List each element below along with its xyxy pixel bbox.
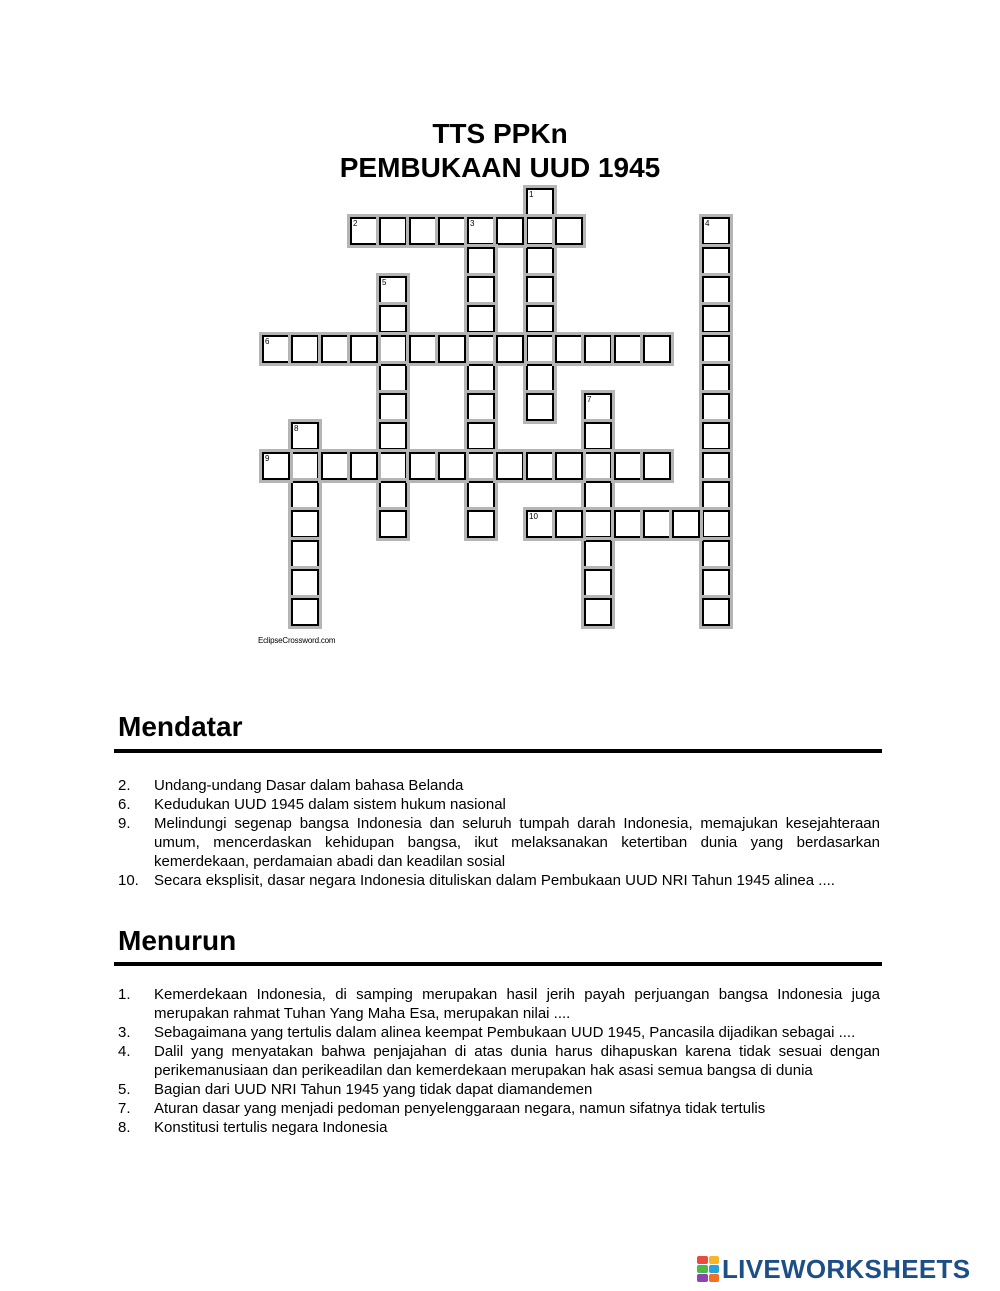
clue-number: 6. bbox=[118, 796, 131, 813]
crossword-cell[interactable] bbox=[379, 510, 407, 538]
crossword-cell[interactable] bbox=[291, 481, 319, 509]
crossword-cell[interactable] bbox=[672, 510, 700, 538]
crossword-cell[interactable] bbox=[584, 452, 612, 480]
crossword-cell[interactable] bbox=[584, 393, 612, 421]
crossword-cell[interactable] bbox=[379, 393, 407, 421]
crossword-cell[interactable] bbox=[291, 452, 319, 480]
logo-square bbox=[697, 1274, 708, 1282]
crossword-cell[interactable] bbox=[702, 305, 730, 333]
crossword-cell[interactable] bbox=[438, 217, 466, 245]
down-heading: Menurun bbox=[118, 925, 237, 956]
crossword-cell[interactable] bbox=[409, 217, 437, 245]
clue-text: Aturan dasar yang menjadi pedoman penyelenggaraan negara, namun sifatnya tidak tertulis bbox=[154, 1100, 766, 1117]
crossword-cell[interactable] bbox=[467, 217, 495, 245]
clue-text: Sebagaimana yang tertulis dalam alinea keempat Pembukaan UUD 1945, Pancasila dijadikan sebagai .... bbox=[154, 1024, 856, 1041]
clue-text: Secara eksplisit, dasar negara Indonesia dituliskan dalam Pembukaan UUD NRI Tahun 1945 alinea .... bbox=[154, 872, 835, 889]
crossword-cell[interactable] bbox=[584, 510, 612, 538]
down-clue bbox=[118, 1080, 880, 1099]
crossword-cell[interactable] bbox=[496, 452, 524, 480]
crossword-cell[interactable] bbox=[262, 335, 290, 363]
crossword-cell[interactable] bbox=[438, 335, 466, 363]
crossword-cell[interactable] bbox=[555, 335, 583, 363]
crossword-cell[interactable] bbox=[643, 510, 671, 538]
crossword-cell[interactable] bbox=[526, 393, 554, 421]
clue-text: Dalil yang menyatakan bahwa penjajahan di atas dunia harus dihapuskan karena tidak sesuai dengan perikemanusiaan dan perikeadilan dan kemerdekaan merupakan hak asasi semua bangsa di dunia bbox=[154, 1043, 880, 1079]
crossword-cell[interactable] bbox=[467, 364, 495, 392]
crossword-cell[interactable] bbox=[614, 510, 642, 538]
crossword-cell[interactable] bbox=[350, 452, 378, 480]
crossword-cell[interactable] bbox=[643, 452, 671, 480]
crossword-cell[interactable] bbox=[467, 247, 495, 275]
crossword-cell[interactable] bbox=[291, 569, 319, 597]
crossword-cell[interactable] bbox=[584, 422, 612, 450]
crossword-cell[interactable] bbox=[379, 335, 407, 363]
clue-text: Konstitusi tertulis negara Indonesia bbox=[154, 1119, 388, 1136]
clue-text: Kedudukan UUD 1945 dalam sistem hukum nasional bbox=[154, 796, 506, 813]
down-clue bbox=[118, 985, 880, 1023]
worksheet-subtitle: PEMBUKAAN UUD 1945 bbox=[339, 152, 661, 183]
crossword-cell[interactable] bbox=[526, 335, 554, 363]
crossword-cell[interactable] bbox=[526, 305, 554, 333]
crossword-cell[interactable] bbox=[379, 364, 407, 392]
crossword-cell[interactable] bbox=[467, 510, 495, 538]
clue-number: 10. bbox=[118, 872, 139, 889]
logo-square bbox=[709, 1256, 720, 1264]
worksheet-title: TTS PPKn bbox=[432, 118, 568, 149]
down-clue-list bbox=[118, 985, 880, 1137]
crossword-cell[interactable] bbox=[467, 452, 495, 480]
crossword-cell[interactable] bbox=[584, 540, 612, 568]
liveworksheets-logo[interactable] bbox=[697, 1254, 970, 1284]
crossword-credit: EclipseCrossword.com bbox=[258, 636, 336, 645]
cell-number: 5 bbox=[382, 278, 387, 287]
crossword-cell[interactable] bbox=[702, 393, 730, 421]
across-heading: Mendatar bbox=[118, 711, 243, 742]
cell-number: 7 bbox=[587, 395, 592, 404]
down-clue bbox=[118, 1023, 880, 1042]
crossword-cell[interactable] bbox=[409, 452, 437, 480]
crossword-cell[interactable] bbox=[702, 217, 730, 245]
crossword-cell[interactable] bbox=[291, 335, 319, 363]
cell-number: 9 bbox=[265, 454, 270, 463]
crossword-cell[interactable] bbox=[291, 598, 319, 626]
cell-number: 6 bbox=[265, 337, 270, 346]
clue-text: Bagian dari UUD NRI Tahun 1945 yang tidak dapat diamandemen bbox=[154, 1081, 593, 1098]
crossword-cell[interactable] bbox=[526, 510, 554, 538]
cell-number: 8 bbox=[294, 424, 299, 433]
crossword-cell[interactable] bbox=[291, 510, 319, 538]
crossword-cell[interactable] bbox=[291, 540, 319, 568]
crossword-cell[interactable] bbox=[702, 247, 730, 275]
crossword-cell[interactable] bbox=[702, 452, 730, 480]
crossword-cell[interactable] bbox=[702, 364, 730, 392]
crossword-cell[interactable] bbox=[702, 510, 730, 538]
crossword-cell[interactable] bbox=[438, 452, 466, 480]
crossword-cell[interactable] bbox=[702, 598, 730, 626]
crossword-cell[interactable] bbox=[379, 422, 407, 450]
crossword-cell[interactable] bbox=[702, 335, 730, 363]
down-clue bbox=[118, 1042, 880, 1080]
crossword-cell[interactable] bbox=[526, 217, 554, 245]
crossword-cell[interactable] bbox=[467, 422, 495, 450]
liveworksheets-logo-icon bbox=[697, 1256, 719, 1282]
crossword-cell[interactable] bbox=[555, 510, 583, 538]
crossword-cell[interactable] bbox=[584, 598, 612, 626]
crossword-cell[interactable] bbox=[526, 452, 554, 480]
crossword-cell[interactable] bbox=[379, 217, 407, 245]
crossword-cell[interactable] bbox=[584, 335, 612, 363]
crossword-cell[interactable] bbox=[702, 540, 730, 568]
down-clue bbox=[118, 1118, 880, 1137]
crossword-cell[interactable] bbox=[262, 452, 290, 480]
crossword-cell[interactable] bbox=[496, 217, 524, 245]
logo-square bbox=[697, 1265, 708, 1273]
across-divider bbox=[114, 749, 882, 753]
crossword-cell[interactable] bbox=[409, 335, 437, 363]
across-clue bbox=[118, 814, 880, 871]
clue-number: 7. bbox=[118, 1100, 131, 1117]
crossword-cell[interactable] bbox=[467, 393, 495, 421]
cell-number: 2 bbox=[353, 219, 358, 228]
crossword-cell[interactable] bbox=[467, 276, 495, 304]
cell-number: 3 bbox=[470, 219, 475, 228]
crossword-cell[interactable] bbox=[702, 276, 730, 304]
crossword-cell[interactable] bbox=[467, 481, 495, 509]
crossword-cell[interactable] bbox=[379, 305, 407, 333]
crossword-cell[interactable] bbox=[584, 569, 612, 597]
clue-text: Kemerdekaan Indonesia, di samping merupakan hasil jerih payah perjuangan bangsa Indonesia juga merupakan rahmat Tuhan Yang Maha Esa, merupakan nilai .... bbox=[154, 986, 880, 1022]
crossword-cell[interactable] bbox=[555, 217, 583, 245]
crossword-cell[interactable] bbox=[584, 481, 612, 509]
cell-number: 1 bbox=[529, 190, 534, 199]
crossword-cell[interactable] bbox=[526, 276, 554, 304]
crossword-cell[interactable] bbox=[702, 569, 730, 597]
across-clue bbox=[118, 776, 880, 795]
crossword-cell[interactable] bbox=[702, 481, 730, 509]
across-clue-list bbox=[118, 776, 880, 890]
logo-square bbox=[697, 1256, 708, 1264]
crossword-cell[interactable] bbox=[379, 481, 407, 509]
crossword-cell[interactable] bbox=[467, 305, 495, 333]
crossword-cell[interactable] bbox=[614, 452, 642, 480]
cell-number: 4 bbox=[705, 219, 710, 228]
down-divider bbox=[114, 962, 882, 966]
crossword-cell[interactable] bbox=[702, 422, 730, 450]
crossword-cell[interactable] bbox=[291, 422, 319, 450]
clue-number: 4. bbox=[118, 1043, 131, 1060]
crossword-cell[interactable] bbox=[555, 452, 583, 480]
crossword-cell[interactable] bbox=[643, 335, 671, 363]
crossword-cell[interactable] bbox=[379, 452, 407, 480]
crossword-cell[interactable] bbox=[526, 247, 554, 275]
clue-number: 3. bbox=[118, 1024, 131, 1041]
crossword-cell[interactable] bbox=[496, 335, 524, 363]
crossword-cell[interactable] bbox=[526, 188, 554, 216]
crossword-cell[interactable] bbox=[379, 276, 407, 304]
clue-text: Undang-undang Dasar dalam bahasa Belanda bbox=[154, 777, 464, 794]
logo-square bbox=[709, 1274, 720, 1282]
down-clue bbox=[118, 1099, 880, 1118]
crossword-cell[interactable] bbox=[350, 217, 378, 245]
clue-text: Melindungi segenap bangsa Indonesia dan seluruh tumpah darah Indonesia, memajukan kesejahteraan umum, mencerdaskan kehidupan bangsa, ikut melaksanakan ketertiban dunia yang berdasarkan kemerdekaan, perdamaian abadi dan keadilan sosial bbox=[154, 815, 880, 870]
across-clue bbox=[118, 871, 880, 890]
clue-number: 2. bbox=[118, 777, 131, 794]
clue-number: 1. bbox=[118, 986, 131, 1003]
logo-square bbox=[709, 1265, 720, 1273]
clue-number: 8. bbox=[118, 1119, 131, 1136]
crossword-cell[interactable] bbox=[614, 335, 642, 363]
cell-number: 10 bbox=[529, 512, 538, 521]
crossword-cell[interactable] bbox=[321, 335, 349, 363]
across-clue bbox=[118, 795, 880, 814]
crossword-cell[interactable] bbox=[526, 364, 554, 392]
clue-number: 5. bbox=[118, 1081, 131, 1098]
clue-number: 9. bbox=[118, 815, 131, 832]
crossword-cell[interactable] bbox=[350, 335, 378, 363]
logo-text: LIVEWORKSHEETS bbox=[722, 1253, 971, 1284]
crossword-cell[interactable] bbox=[467, 335, 495, 363]
crossword-cell[interactable] bbox=[321, 452, 349, 480]
